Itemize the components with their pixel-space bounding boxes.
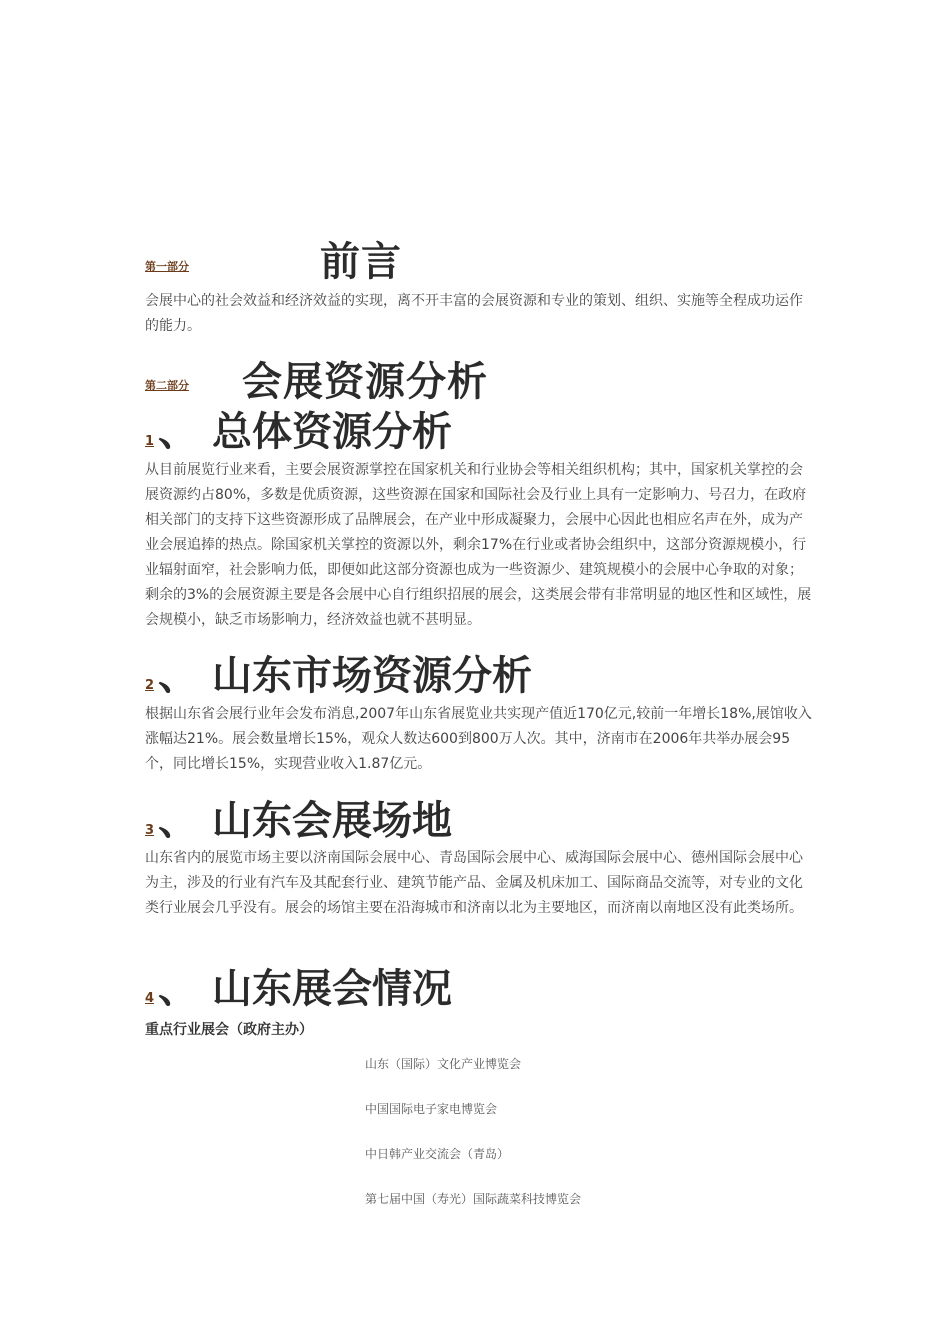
part2-link[interactable]: 第二部分 (145, 379, 189, 392)
section-3-heading (145, 789, 452, 846)
part2-title: 会展资源分析 (242, 358, 488, 405)
key-expos-subheading: 重点行业展会（政府主办） (145, 1022, 313, 1038)
section-1-paragraph: 从目前展览行业来看，主要会展资源掌控在国家机关和行业协会等相关组织机构；其中，国家机关掌控的会展资源约占80%，多数是优质资源，这些资源在国家和国际社会及行业上具有一定影响力、号召力，在政府相关部门的支持下这些资源形成了品牌展会，在产业中形成凝聚力，会展中心因此也相应名声在外，成为产业会展追捧的热点。除国家机关掌控的资源以外，剩余17%在行业或者协会组织中，这部分资源规模小，行业辐射面窄，社会影响力低，即便如此这部分资源也成为一些资源少、建筑规模小的会展中心争取的对象；剩余的3%的会展资源主要是各会展中心自行组织招展的展会，这类展会带有非常明显的地区性和区域性，展会规模小，缺乏市场影响力，经济效益也就不甚明显。 (145, 462, 812, 628)
section-4-heading (145, 957, 452, 1014)
expo-item: 中国国际电子家电博览会 (365, 1102, 498, 1116)
section-3-number-link[interactable]: 3 (145, 823, 155, 838)
part1-link[interactable]: 第一部分 (145, 260, 189, 273)
section-2-heading (145, 644, 532, 701)
expo-item: 第七届中国（寿光）国际蔬菜科技博览会 (365, 1192, 582, 1206)
section-4-number-link[interactable]: 4 (145, 991, 155, 1006)
expo-item: 山东（国际）文化产业博览会 (365, 1057, 522, 1071)
section-1-number-link[interactable]: 1 (145, 434, 155, 449)
section-3-paragraph: 山东省内的展览市场主要以济南国际会展中心、青岛国际会展中心、威海国际会展中心、德州国际会展中心为主，涉及的行业有汽车及其配套行业、建筑节能产品、金属及机床加工、国际商品交流等，对专业的文化类行业展会几乎没有。展会的场馆主要在沿海城市和济南以北为主要地区，而济南以南地区没有此类场所。 (145, 850, 803, 916)
section-1-heading (145, 400, 452, 457)
section-3-title: 、 山东会展场地 (158, 797, 452, 844)
section-1-title: 、 总体资源分析 (158, 408, 452, 455)
part1-paragraph: 会展中心的社会效益和经济效益的实现，离不开丰富的会展资源和专业的策划、组织、实施等全程成功运作的能力。 (145, 293, 803, 334)
expo-item: 中日韩产业交流会（青岛） (365, 1147, 510, 1161)
section-4-title: 、 山东展会情况 (158, 965, 452, 1012)
section-2-title: 、 山东市场资源分析 (158, 652, 532, 699)
section-2-paragraph: 根据山东省会展行业年会发布消息,2007年山东省展览业共实现产值近170亿元,较前一年增长18%,展馆收入涨幅达21%。展会数量增长15%，观众人数达600到800万人次。其中，济南市在2006年共举办展会95个，同比增长15%，实现营业收入1.87亿元。 (145, 706, 812, 772)
part1-title: 前言 (320, 238, 402, 285)
section-2-number-link[interactable]: 2 (145, 678, 155, 693)
